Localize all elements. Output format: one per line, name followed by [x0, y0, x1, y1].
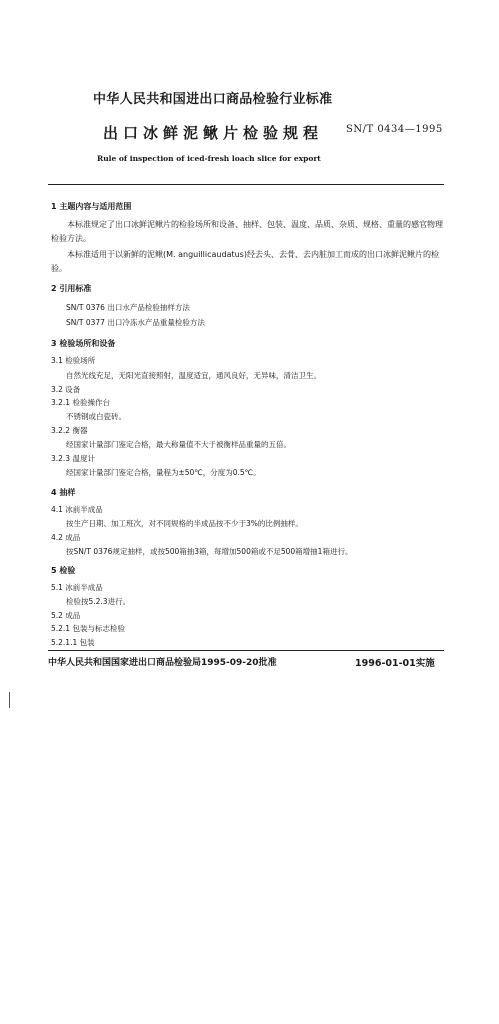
footer-divider [48, 650, 444, 651]
subsection-5-1-text: 检验按5.2.3进行。 [66, 597, 131, 606]
subsection-5-2-1-heading: 5.2.1 包装与标志检验 [51, 624, 125, 633]
subsection-5-2-heading: 5.2 成品 [51, 611, 81, 620]
section-1-paragraph-1: 本标准规定了出口冰鲜泥鳅片的检验场所和设备、抽样、包装、温度、品质、杂质、规格、重量的感官物理检验方法。 [51, 220, 443, 243]
subsection-3-1-text: 自然光线充足，无阳光直接照射，温度适宜，通风良好，无异味，清洁卫生。 [66, 371, 321, 380]
issuing-organization: 中华人民共和国进出口商品检验行业标准 [93, 92, 333, 107]
approval-line: 中华人民共和国国家进出口商品检验局1995-09-20批准 [48, 658, 277, 668]
subsection-4-1-text: 按生产日期、加工班次，对不同规格的半成品按不少于3%的比例抽样。 [66, 519, 303, 528]
subsection-5-2-1-1-heading: 5.2.1.1 包装 [51, 638, 95, 647]
section-2-heading: 2 引用标准 [51, 284, 92, 293]
subsection-3-2-1-heading: 3.2.1 检验操作台 [51, 398, 110, 407]
subsection-4-2-text: 按SN/T 0376规定抽样，或按500箱抽3箱，每增加500箱或不足500箱增抽1箱进行。 [66, 547, 353, 556]
section-3-heading: 3 检验场所和设备 [51, 339, 116, 348]
subsection-3-2-2-text: 经国家计量部门鉴定合格，最大称量值不大于被衡样品重量的五倍。 [66, 440, 291, 449]
reference-2: SN/T 0377 出口冷冻水产品重量检验方法 [66, 318, 205, 327]
subsection-4-2-heading: 4.2 成品 [51, 533, 81, 542]
standard-code: SN/T 0434—1995 [346, 124, 443, 135]
subsection-3-1-heading: 3.1 检验场所 [51, 356, 96, 365]
english-title: Rule of inspection of iced-fresh loach slice for export [97, 154, 321, 163]
section-4-heading: 4 抽样 [51, 488, 76, 497]
subsection-4-1-heading: 4.1 冰前半成品 [51, 505, 103, 514]
standard-title: 出口冰鲜泥鳅片检验规程 [103, 124, 324, 142]
reference-1: SN/T 0376 出口水产品检验抽样方法 [66, 303, 190, 312]
subsection-3-2-3-text: 经国家计量部门鉴定合格，量程为±50℃，分度为0.5℃。 [66, 468, 261, 477]
implementation-date: 1996-01-01实施 [355, 658, 435, 669]
subsection-3-2-1-text: 不锈钢或白瓷砖。 [66, 412, 126, 421]
header-divider [48, 184, 444, 185]
scan-mark [9, 692, 10, 708]
subsection-3-2-3-heading: 3.2.3 温度计 [51, 454, 95, 463]
subsection-3-2-heading: 3.2 设备 [51, 385, 81, 394]
subsection-5-1-heading: 5.1 冰前半成品 [51, 583, 103, 592]
section-5-heading: 5 检验 [51, 566, 76, 575]
section-1-paragraph-2: 本标准适用于以新鲜的泥鳅(M. anguillicaudatus)经去头、去骨、去内脏加工而成的出口冰鲜泥鳅片的检验。 [51, 250, 439, 273]
section-1-heading: 1 主题内容与适用范围 [51, 202, 132, 211]
subsection-3-2-2-heading: 3.2.2 衡器 [51, 426, 88, 435]
